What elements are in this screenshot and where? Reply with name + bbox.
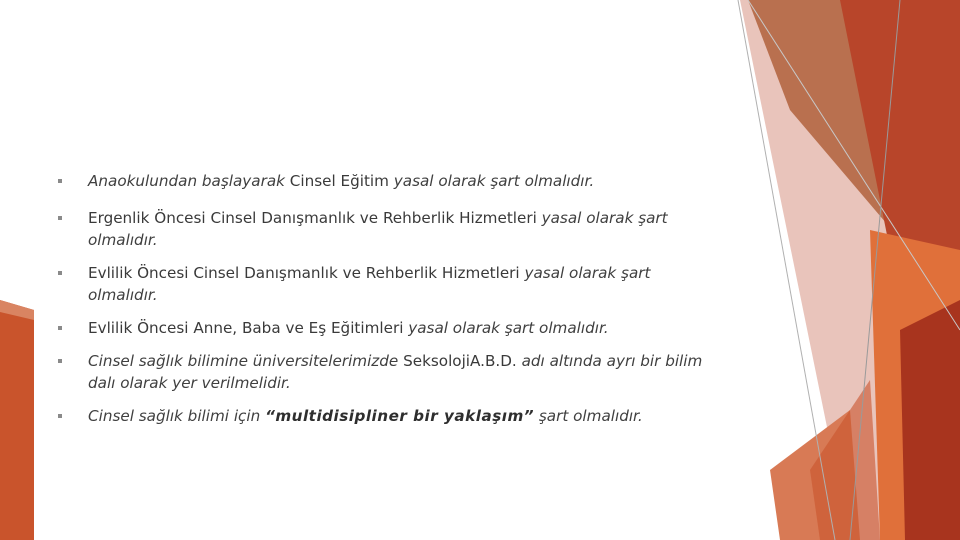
bullet-text-segment: Evlilik Öncesi Anne, Baba ve Eş Eğitimleri [88, 319, 404, 337]
bullet-text-segment: SeksolojiA.B.D. [403, 352, 517, 370]
bullet-item [58, 317, 708, 339]
bullet-text-segment: Cinsel Eğitim [289, 172, 389, 190]
bullet-text-segment: yasal olarak şart olmalıdır. [88, 264, 651, 304]
bullet-text-segment: Ergenlik Öncesi Cinsel Danışmanlık ve Rehberlik Hizmetleri [88, 209, 537, 227]
bullet-item [58, 350, 708, 394]
bullet-text-segment: Evlilik Öncesi Cinsel Danışmanlık ve Rehberlik Hizmetleri [88, 264, 520, 282]
bullet-list [58, 170, 708, 438]
bullet-text-segment: şart olmalıdır. [534, 407, 643, 425]
bullet-marker-icon [58, 271, 62, 275]
bullet-text-segment: Anaokulundan başlayarak [88, 172, 290, 190]
bullet-item [58, 262, 708, 306]
bullet-item [58, 405, 708, 427]
bullet-marker-icon [58, 359, 62, 363]
bullet-item [58, 170, 708, 192]
bullet-marker-icon [58, 179, 62, 183]
bullet-item [58, 207, 708, 251]
bullet-text-segment: adı altında ayrı bir bilim dalı olarak yer verilmelidir. [88, 352, 703, 392]
bullet-text-segment: yasal olarak şart olmalıdır. [388, 172, 595, 190]
bullet-marker-icon [58, 216, 62, 220]
left-accent-shape [0, 300, 34, 540]
bullet-text-segment: Cinsel sağlık bilimine üniversitelerimizde [88, 352, 404, 370]
right-accent-red [900, 300, 960, 540]
bullet-marker-icon [58, 414, 62, 418]
bullet-text-segment: yasal olarak şart olmalıdır. [88, 209, 668, 249]
bullet-text-segment: yasal olarak şart olmalıdır. [403, 319, 609, 337]
bullet-text-segment: Cinsel sağlık bilimi için [88, 407, 266, 425]
bullet-marker-icon [58, 326, 62, 330]
bullet-text-segment: “multidisipliner bir yaklaşım” [265, 407, 535, 425]
